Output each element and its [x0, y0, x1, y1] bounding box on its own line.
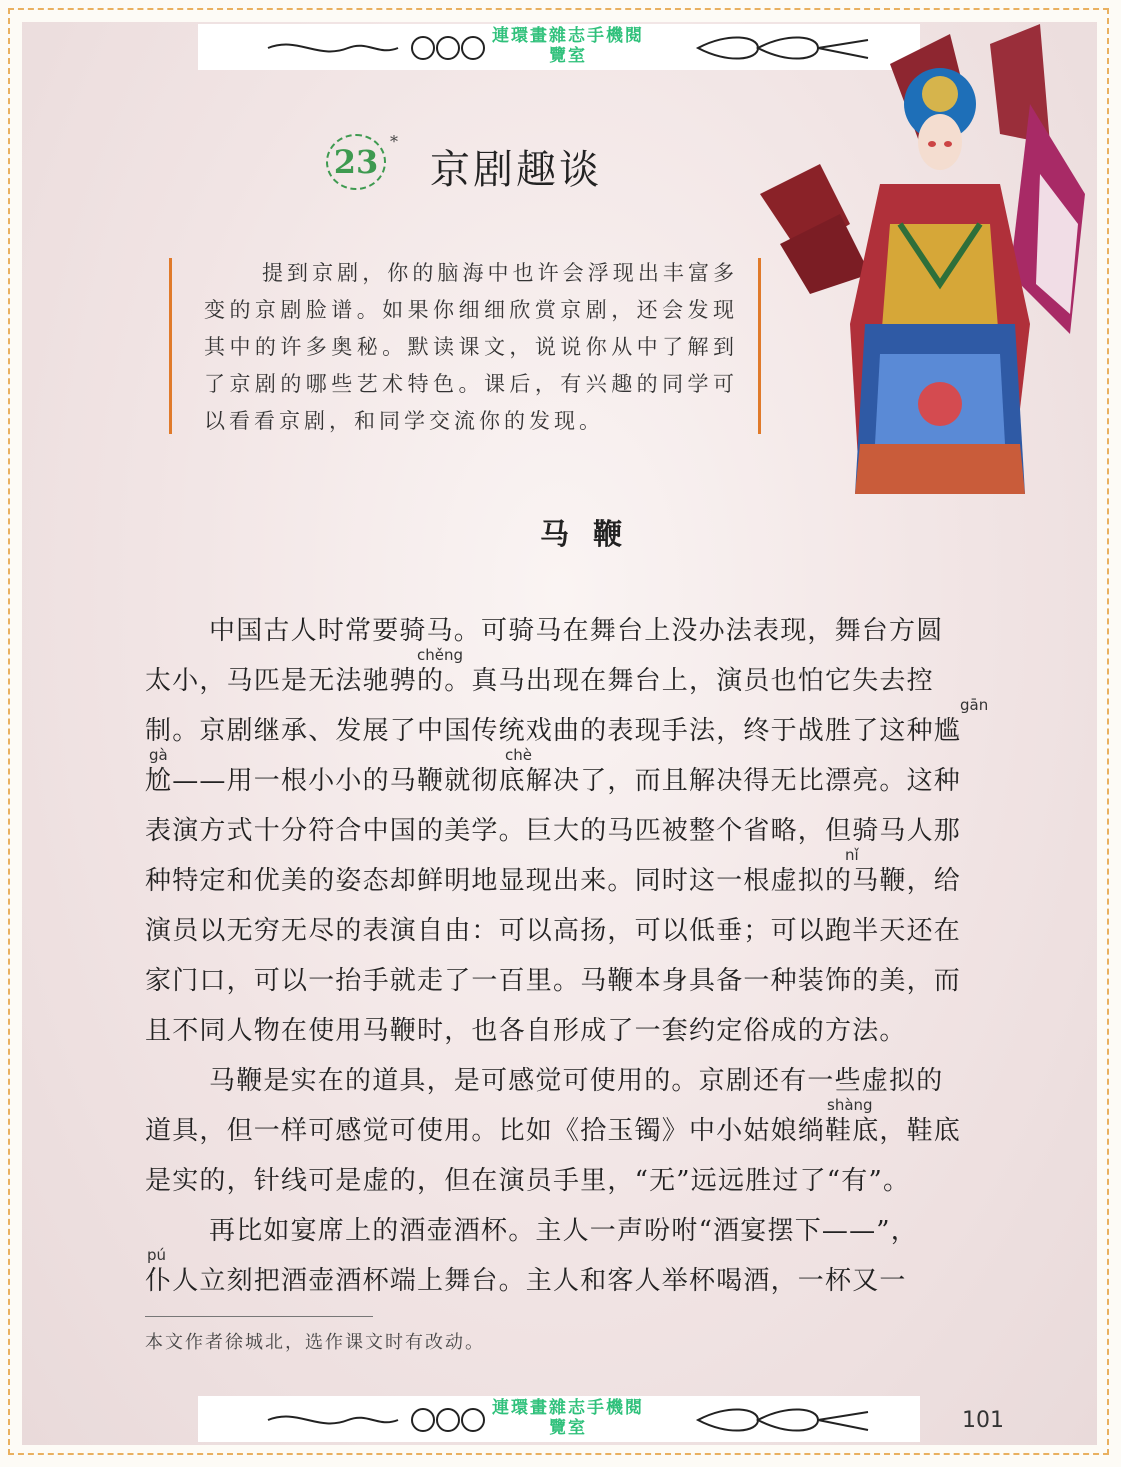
watermark-text: 連環畫雜志手機閱 覽室	[492, 26, 644, 66]
text-line: 演员以无穷无尽的表演自由：可以高扬，可以低垂；可以跑半天还在	[145, 916, 962, 946]
text-line: gà chè 尬——用一根小小的马鞭就彻底解决了，而且解决得无比漂亮。这种	[145, 756, 1005, 806]
pinyin-annotation: chěng	[417, 646, 464, 664]
text-line: 且不同人物在使用马鞭时，也各自形成了一套约定俗成的方法。	[145, 1016, 907, 1046]
pinyin-annotation: chè	[505, 746, 532, 764]
text-line: chěng 太小，马匹是无法驰骋的。真马出现在舞台上，演员也怕它失去控	[145, 656, 1005, 706]
text-line: 马鞭是实在的道具，是可感觉可使用的。京剧还有一些虚拟的	[209, 1066, 944, 1096]
footnote-rule	[145, 1316, 373, 1317]
text-line: 中国古人时常要骑马。可骑马在舞台上没办法表现，舞台方圆	[209, 616, 944, 646]
pinyin-annotation: nǐ	[845, 846, 859, 864]
lesson-star-mark: *	[390, 132, 398, 151]
text-line: pú 仆人立刻把酒壶酒杯端上舞台。主人和客人举杯喝酒，一杯又一	[145, 1256, 1005, 1306]
text-line: 是实的，针线可是虚的，但在演员手里，“无”远远胜过了“有”。	[145, 1166, 911, 1196]
text-line: gān 制。京剧继承、发展了中国传统戏曲的表现手法，终于战胜了这种尴	[145, 706, 1005, 756]
pinyin-annotation: gān	[960, 696, 989, 714]
watermark-banner-bottom	[198, 1396, 920, 1442]
article-body	[145, 606, 1005, 1306]
intro-bar-left	[169, 258, 172, 434]
intro-paragraph: 提到京剧，你的脑海中也许会浮现出丰富多变的京剧脸谱。如果你细细欣赏京剧，还会发现其中的许多奥秘。默读课文，说说你从中了解到了京剧的哪些艺术特色。课后，有兴趣的同学可以看看京剧，和同学交流你的发现。	[204, 261, 738, 433]
opera-performer-illustration	[740, 24, 1090, 514]
text-line: nǐ 种特定和优美的姿态却鲜明地显现出来。同时这一根虚拟的马鞭，给	[145, 856, 1005, 906]
text-line: 再比如宴席上的酒壶酒杯。主人一声吩咐“酒宴摆下——”，	[209, 1216, 918, 1246]
footnote: 本文作者徐城北，选作课文时有改动。	[145, 1332, 485, 1353]
text-line: 家门口，可以一抬手就走了一百里。马鞭本身具备一种装饰的美，而	[145, 966, 962, 996]
watermark-text: 連環畫雜志手機閱 覽室	[492, 1398, 644, 1438]
page-number: 101	[962, 1408, 1004, 1433]
text-line: shàng 道具，但一样可感觉可使用。比如《拾玉镯》中小姑娘绱鞋底，鞋底	[145, 1106, 1005, 1156]
lesson-title: 京剧趣谈	[430, 147, 602, 193]
pinyin-annotation: pú	[147, 1246, 167, 1264]
lesson-number-badge: 23	[326, 134, 386, 190]
article-subtitle: 马鞭	[540, 517, 647, 551]
text-line: 表演方式十分符合中国的美学。巨大的马匹被整个省略，但骑马人那	[145, 816, 962, 846]
pinyin-annotation: gà	[149, 746, 168, 764]
pinyin-annotation: shàng	[827, 1096, 873, 1114]
